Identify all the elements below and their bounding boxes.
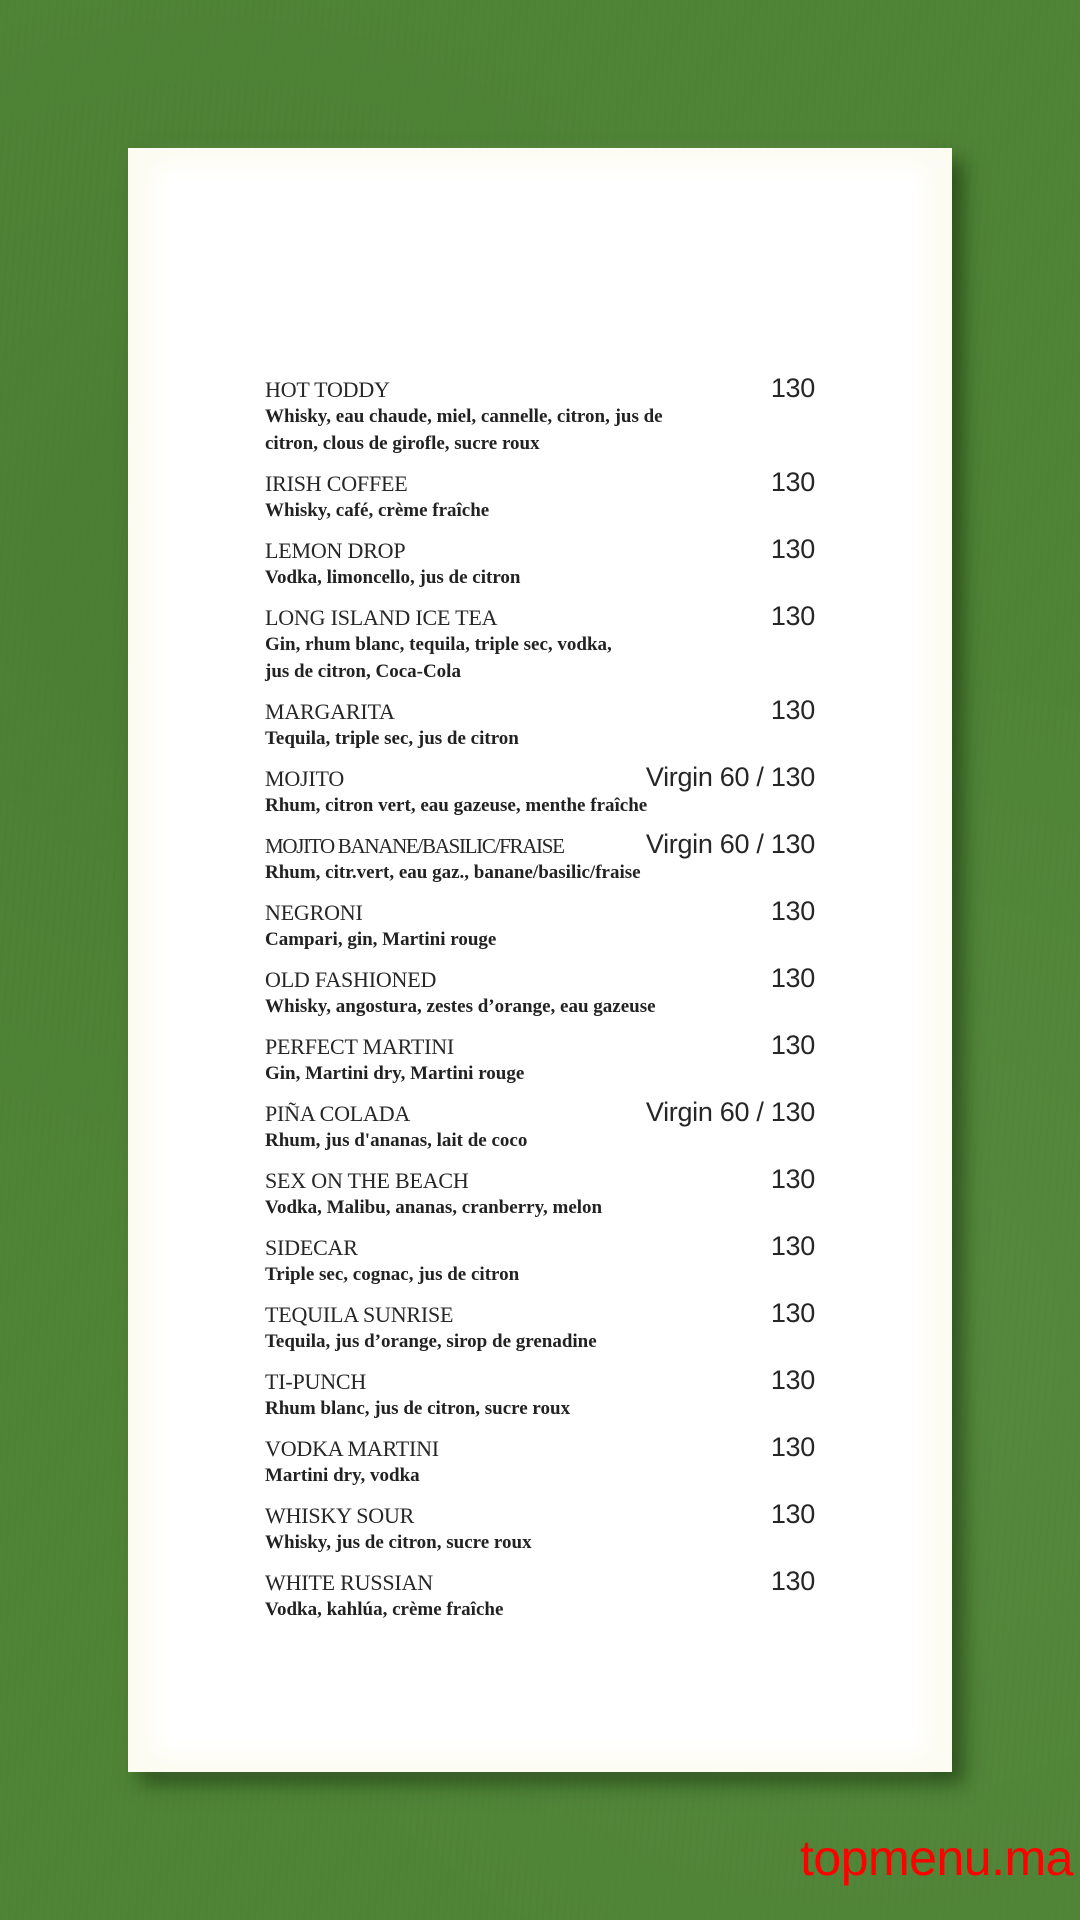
item-price: 130 [770,1231,815,1261]
item-name: IRISH COFFEE [265,471,408,496]
item-description: Vodka, kahlúa, crème fraîche [265,1599,504,1620]
menu-item [265,1165,815,1221]
item-description: Rhum, citron vert, eau gazeuse, menthe fraîche [265,795,648,816]
item-description: Vodka, limoncello, jus de citron [265,567,521,588]
item-price: 130 [770,467,815,497]
watermark-logo: topmenu.ma [800,1830,1073,1886]
item-description: Whisky, jus de citron, sucre roux [265,1532,532,1553]
item-price: 130 [770,1566,815,1596]
item-name: TEQUILA SUNRISE [265,1302,454,1327]
item-description: Campari, gin, Martini rouge [265,929,497,950]
item-name: SIDECAR [265,1235,358,1260]
item-description: Triple sec, cognac, jus de citron [265,1264,520,1285]
item-name: LEMON DROP [265,538,406,563]
item-name: HOT TODDY [265,377,390,402]
item-price: 130 [770,601,815,631]
item-description: Gin, rhum blanc, tequila, triple sec, vodka, [265,634,612,655]
item-price: Virgin 60 / 130 [645,1097,815,1127]
cocktail-list [265,374,815,1623]
menu-item [265,1031,815,1087]
item-price: 130 [770,695,815,725]
menu-item [265,1098,815,1154]
item-name: WHISKY SOUR [265,1503,415,1528]
item-price: 130 [770,534,815,564]
item-description: Whisky, angostura, zestes d’orange, eau gazeuse [265,996,656,1017]
menu-card [128,148,952,1772]
item-name: OLD FASHIONED [265,967,437,992]
menu-item [265,763,815,819]
item-price: 130 [770,1164,815,1194]
menu-item [265,696,815,752]
item-description: Martini dry, vodka [265,1465,420,1486]
item-name: LONG ISLAND ICE TEA [265,605,498,630]
item-description: Rhum blanc, jus de citron, sucre roux [265,1398,571,1419]
item-name: MOJITO [265,766,345,791]
item-price: 130 [770,896,815,926]
menu-item [265,1366,815,1422]
menu-item [265,468,815,524]
item-price: Virgin 60 / 130 [645,829,815,859]
item-price: Virgin 60 / 130 [645,762,815,792]
item-description: Rhum, jus d'ananas, lait de coco [265,1130,528,1151]
item-price: 130 [770,1365,815,1395]
menu-item [265,1433,815,1489]
item-name: TI-PUNCH [265,1369,367,1394]
item-price: 130 [770,1298,815,1328]
menu-item [265,830,815,886]
item-description: Tequila, triple sec, jus de citron [265,728,519,749]
item-price: 130 [770,1030,815,1060]
menu-item [265,897,815,953]
item-name: PIÑA COLADA [265,1101,411,1126]
menu-item [265,374,815,457]
item-name: WHITE RUSSIAN [265,1570,433,1595]
menu-item [265,964,815,1020]
item-price: 130 [770,1432,815,1462]
menu-item [265,1232,815,1288]
item-description: Rhum, citr.vert, eau gaz., banane/basilic/fraise [265,862,641,883]
item-price: 130 [770,963,815,993]
item-name: VODKA MARTINI [265,1436,439,1461]
item-description: Whisky, eau chaude, miel, cannelle, citron, jus de [265,406,663,427]
item-name: NEGRONI [265,900,363,925]
menu-item [265,1567,815,1623]
menu-item [265,1500,815,1556]
item-description: jus de citron, Coca-Cola [265,661,461,682]
menu-item [265,602,815,685]
item-description: Vodka, Malibu, ananas, cranberry, melon [265,1197,603,1218]
item-name: MOJITO BANANE/BASILIC/FRAISE [265,834,564,858]
item-name: SEX ON THE BEACH [265,1168,469,1193]
item-name: PERFECT MARTINI [265,1034,455,1059]
menu-item [265,1299,815,1355]
item-description: Whisky, café, crème fraîche [265,500,490,521]
item-description: Gin, Martini dry, Martini rouge [265,1063,525,1084]
item-description: Tequila, jus d’orange, sirop de grenadine [265,1331,597,1352]
item-name: MARGARITA [265,699,395,724]
item-price: 130 [770,1499,815,1529]
item-description: citron, clous de girofle, sucre roux [265,433,540,454]
menu-item [265,535,815,591]
item-price: 130 [770,373,815,403]
